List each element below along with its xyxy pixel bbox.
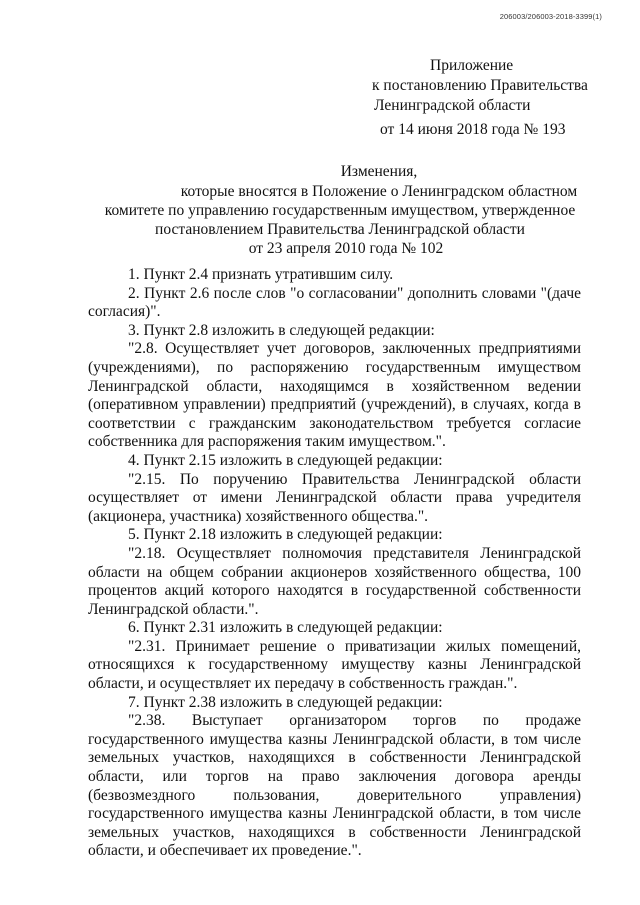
- heading-title: Изменения,: [340, 163, 418, 180]
- heading-line-2: которые вносятся в Положение о Ленинградском областном: [180, 183, 578, 200]
- appendix-line-4: от 14 июня 2018 года № 193: [380, 121, 566, 138]
- paragraph-clause-2-38: "2.38. Выступает организатором торгов по продаже государственного имущества казны Ленинградской области, в том числе земельных участков, находящихся в собственности Ленинградской области, или торгов на право заключения договора аренды (безвозмездного пользования, доверительного управления) государственного имущества казны Ленинградской области, в том числе земельных участков, находящихся в собственности Ленинградской области, и обеспечивает их проведение.".: [88, 712, 581, 860]
- paragraph-item-6: 6. Пункт 2.31 изложить в следующей редакции:: [128, 619, 443, 637]
- appendix-line-3: Ленинградской области: [374, 97, 531, 114]
- heading-line-4: постановлением Правительства Ленинградской области: [155, 221, 525, 238]
- paragraph-item-4: 4. Пункт 2.15 изложить в следующей редакции:: [128, 451, 443, 469]
- paragraph-clause-2-18: "2.18. Осуществляет полномочия представителя Ленинградской области на общем собрании акционеров хозяйственного общества, 100 процентов акций которого находятся в государственной собственности Ленинградской области.".: [88, 544, 581, 618]
- appendix-line-1: Приложение: [430, 57, 514, 74]
- document-body: [88, 266, 581, 861]
- paragraph-item-3: 3. Пункт 2.8 изложить в следующей редакции:: [128, 321, 435, 339]
- document-heading: [90, 162, 590, 258]
- paragraph-item-7: 7. Пункт 2.38 изложить в следующей редакции:: [128, 693, 443, 711]
- appendix-line-2: к постановлению Правительства: [372, 77, 588, 94]
- paragraph-clause-2-8: "2.8. Осуществляет учет договоров, заключенных предприятиями (учреждениями), по распоряжению государственным имуществом Ленинградской области, находящимся в хозяйственном ведении (оперативном управлении) предприятий (учреждений), в случаях, когда в соответствии с гражданским законодательством требуется согласие собственника для распоряжения таким имуществом.".: [88, 340, 581, 451]
- paragraph-item-5: 5. Пункт 2.18 изложить в следующей редакции:: [128, 526, 443, 544]
- paragraph-item-2: 2. Пункт 2.6 после слов "о согласовании" дополнить словами "(даче согласия)".: [88, 284, 581, 321]
- paragraph-clause-2-31: "2.31. Принимает решение о приватизации жилых помещений, относящихся к государственному имуществу казны Ленинградской области, и осуществляет их передачу в собственность граждан.".: [88, 637, 581, 693]
- paragraph-clause-2-15: "2.15. По поручению Правительства Ленинградской области осуществляет от имени Ленинградской области права учредителя (акционера, участника) хозяйственного общества.".: [88, 470, 581, 525]
- paragraph-item-1: 1. Пункт 2.4 признать утратившим силу.: [128, 266, 394, 283]
- heading-line-5: от 23 апреля 2010 года № 102: [248, 240, 444, 257]
- document-code: 206003/206003-2018-3399(1): [499, 12, 602, 21]
- appendix-block: [372, 56, 632, 140]
- heading-line-3: комитете по управлению государственным имуществом, утвержденное: [104, 202, 576, 219]
